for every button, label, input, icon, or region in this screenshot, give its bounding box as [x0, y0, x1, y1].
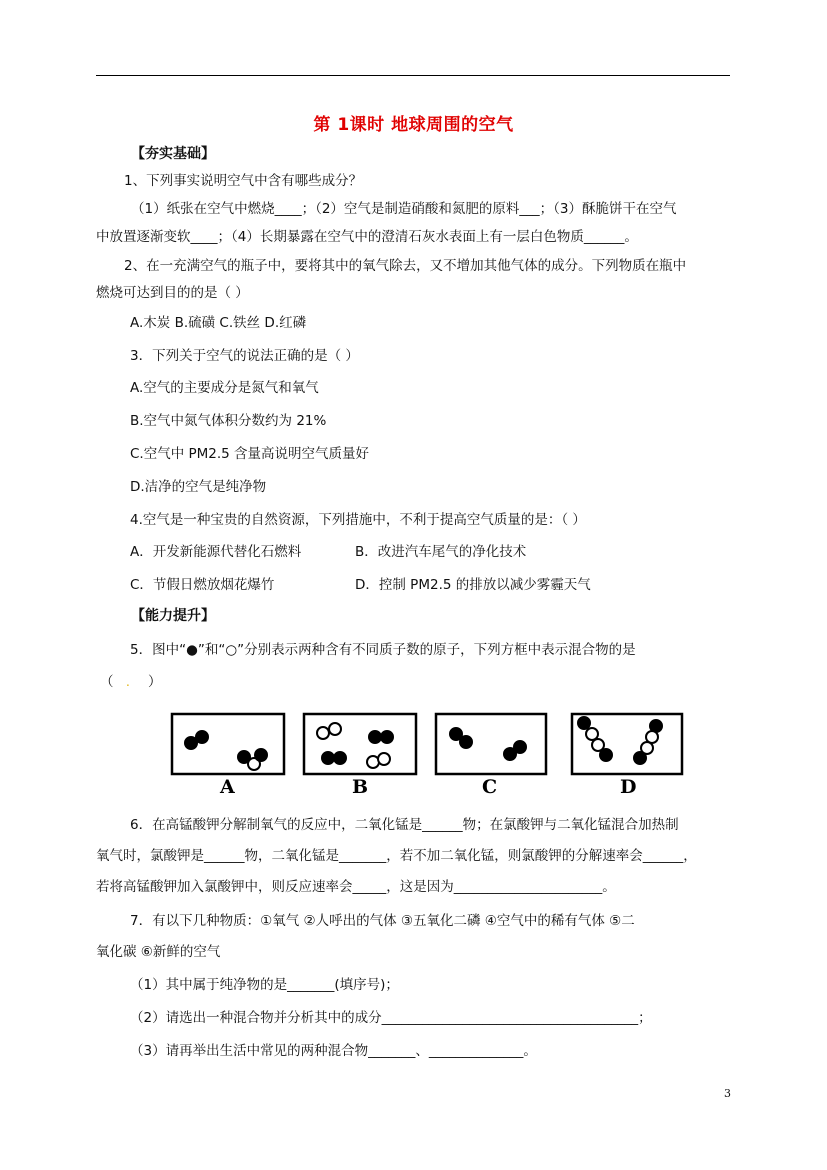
q6-line2: 氧气时，氯酸钾是______物，二氧化锰是_______，若不加二氧化锰，则氯酸钾的分解速率会______，	[96, 848, 697, 864]
q3-option-a: A.空气的主要成分是氮气和氧气	[130, 380, 319, 396]
q3-option-c: C.空气中 PM2.5 含量高说明空气质量好	[130, 446, 370, 462]
q4-text: 4.空气是一种宝贵的自然资源，下列措施中，不利于提高空气质量的是：（ ）	[130, 512, 586, 528]
q2-line2: 燃烧可达到目的的是（ ）	[96, 285, 249, 301]
page-number: 3	[724, 1087, 731, 1100]
q1-line3: 中放置逐渐变软____；（4）长期暴露在空气中的澄清石灰水表面上有一层白色物质______。	[96, 229, 638, 245]
label-a: A	[220, 776, 235, 796]
q5-paren-open: （	[100, 674, 114, 690]
box-b	[304, 714, 416, 774]
q7-part1: （1）其中属于纯净物的是_______(填序号)；	[130, 977, 399, 993]
q2-options: A.木炭 B.硫磺 C.铁丝 D.红磷	[130, 315, 307, 331]
q3-text: 3．下列关于空气的说法正确的是（ ）	[130, 348, 359, 364]
section-basic: 【夯实基础】	[131, 146, 215, 162]
q6-text: 6．在高锰酸钾分解制氧气的反应中，二氧化锰是______物；在氯酸钾与二氧化锰混合加热制	[130, 817, 679, 833]
box-b-particles	[317, 723, 393, 768]
q4-option-b: B．改进汽车尾气的净化技术	[355, 544, 527, 560]
q7-line2: 氧化碳 ⑥新鲜的空气	[96, 944, 221, 960]
header-rule	[96, 75, 730, 76]
label-b: B	[352, 776, 369, 796]
q2-text: 2、在一充满空气的瓶子中，要将其中的氧气除去，又不增加其他气体的成分。下列物质在瓶中	[124, 258, 687, 274]
q1-text: 1、下列事实说明空气中含有哪些成分？	[124, 173, 363, 189]
box-c-particles	[450, 728, 526, 760]
q4-option-a: A．开发新能源代替化石燃料	[130, 544, 302, 560]
q5-answer-mark: .	[126, 675, 130, 689]
q5-figure	[170, 712, 690, 796]
q7-text: 7．有以下几种物质：①氧气 ②人呼出的气体 ③五氧化二磷 ④空气中的稀有气体 ⑤二	[130, 913, 635, 929]
box-a-particles	[185, 731, 267, 770]
label-d: D	[620, 776, 637, 796]
q7-part3: （3）请再举出生活中常见的两种混合物_______、______________。	[130, 1043, 537, 1059]
q3-option-b: B.空气中氮气体积分数约为 21%	[130, 413, 327, 429]
q5-paren-close: ）	[148, 674, 162, 690]
section-ability: 【能力提升】	[131, 608, 215, 624]
q3-option-d: D.洁净的空气是纯净物	[130, 479, 267, 495]
q5-text: 5．图中“●”和“○”分别表示两种含有不同质子数的原子，下列方框中表示混合物的是	[130, 642, 636, 658]
q6-line3: 若将高锰酸钾加入氯酸钾中，则反应速率会_____，这是因为______________________。	[96, 879, 616, 895]
label-c: C	[482, 776, 498, 796]
q1-line2: （1）纸张在空气中燃烧____；（2）空气是制造硝酸和氮肥的原料___；（3）酥脆饼干在空气	[131, 201, 677, 217]
page-title: 第 1课时 地球周围的空气	[313, 115, 514, 135]
box-c	[436, 714, 546, 774]
q7-part2: （2）请选出一种混合物并分析其中的成分______________________________________；	[130, 1010, 652, 1026]
q4-option-d: D．控制 PM2.5 的排放以减少雾霾天气	[355, 577, 591, 593]
box-d-particles	[578, 717, 662, 764]
q4-option-c: C．节假日燃放烟花爆竹	[130, 577, 275, 593]
